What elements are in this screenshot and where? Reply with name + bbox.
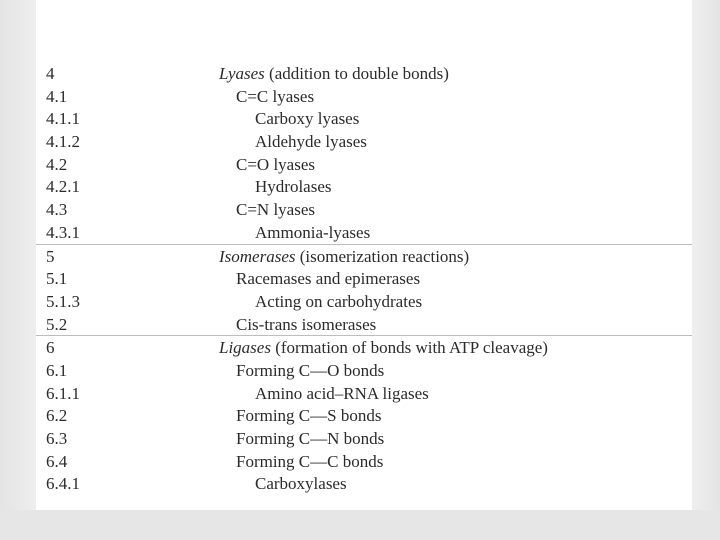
table-row (36, 472, 692, 495)
class-name: Isomerases (219, 246, 296, 266)
description-text: C=O lyases (236, 154, 315, 174)
ec-description (219, 337, 548, 360)
ec-number: 6.2 (46, 406, 68, 426)
class-name: Lyases (219, 64, 265, 83)
ec-number: 4.1.2 (46, 132, 80, 152)
class-name: Ligases (219, 338, 271, 358)
table-row (36, 85, 692, 108)
description-text: Aldehyde lyases (255, 132, 367, 152)
ec-description (255, 176, 331, 199)
ec-description (255, 108, 359, 131)
ec-description (236, 360, 384, 383)
table-row (36, 450, 692, 473)
description-text: Acting on carbohydrates (255, 291, 423, 311)
table-row (36, 359, 692, 382)
description-text: Carboxy lyases (255, 109, 360, 129)
ec-number: 5.1 (46, 269, 68, 289)
ec-description (236, 428, 384, 451)
ec-number: 5.2 (46, 314, 68, 334)
table-row (36, 175, 692, 198)
description-text: Carboxylases (255, 474, 347, 494)
slide-background-bottom (0, 510, 720, 540)
ec-description (255, 131, 367, 154)
table-row (36, 267, 692, 290)
ec-number: 4.1.1 (46, 109, 80, 129)
ec-description (236, 86, 314, 109)
table-row (36, 130, 692, 153)
ec-number: 6.1 (46, 360, 68, 380)
ec-description (255, 383, 429, 406)
ec-number: 6.4.1 (46, 474, 80, 494)
ec-number: 4.1 (46, 86, 68, 106)
ec-number: 6.4 (46, 451, 68, 471)
ec-description (236, 405, 381, 428)
ec-description (236, 199, 315, 222)
table-row (36, 313, 692, 336)
ec-description (236, 154, 315, 177)
table-row (36, 244, 692, 268)
table-row (36, 404, 692, 427)
ec-number: 4.3.1 (46, 222, 80, 242)
slide-background-right (692, 0, 720, 540)
enzyme-classification-table (36, 62, 692, 510)
slide-top-area (36, 0, 692, 62)
description-text: Forming C—N bonds (236, 429, 385, 448)
description-text: Ammonia-lyases (255, 222, 371, 242)
table-row (36, 198, 692, 221)
description-text: (isomerization reactions) (295, 246, 470, 266)
table-row (36, 335, 692, 359)
ec-number: 4.2 (46, 154, 68, 174)
description-text: (formation of bonds with ATP cleavage) (270, 338, 548, 358)
ec-description (255, 291, 422, 314)
table-row (36, 382, 692, 405)
ec-description (236, 314, 376, 337)
ec-number: 4.3 (46, 200, 68, 220)
ec-number: 6.3 (46, 429, 68, 448)
ec-number: 5 (46, 246, 55, 266)
ec-number: 6 (46, 338, 55, 358)
table-rows (36, 62, 692, 495)
table-row (36, 427, 692, 450)
ec-number: 4 (46, 64, 55, 83)
description-text: Forming C—O bonds (236, 360, 385, 380)
description-text: C=C lyases (236, 86, 315, 106)
table-row (36, 62, 692, 85)
table-row (36, 107, 692, 130)
ec-description (255, 222, 370, 245)
description-text: Forming C—S bonds (236, 406, 382, 426)
description-text: Hydrolases (255, 177, 332, 197)
ec-description (219, 246, 469, 269)
ec-description (236, 451, 383, 474)
table-row (36, 221, 692, 244)
ec-number: 5.1.3 (46, 291, 80, 311)
description-text: (addition to double bonds) (264, 64, 449, 83)
slide-background-left (0, 0, 36, 540)
table-row (36, 290, 692, 313)
description-text: Amino acid–RNA ligases (255, 383, 429, 403)
table-row (36, 153, 692, 176)
description-text: Cis-trans isomerases (236, 314, 377, 334)
description-text: Racemases and epimerases (236, 269, 421, 289)
ec-number: 4.2.1 (46, 177, 80, 197)
ec-description (219, 63, 449, 86)
description-text: C=N lyases (236, 200, 315, 220)
ec-description (255, 473, 347, 496)
description-text: Forming C—C bonds (236, 451, 384, 471)
ec-number: 6.1.1 (46, 383, 80, 403)
ec-description (236, 268, 420, 291)
